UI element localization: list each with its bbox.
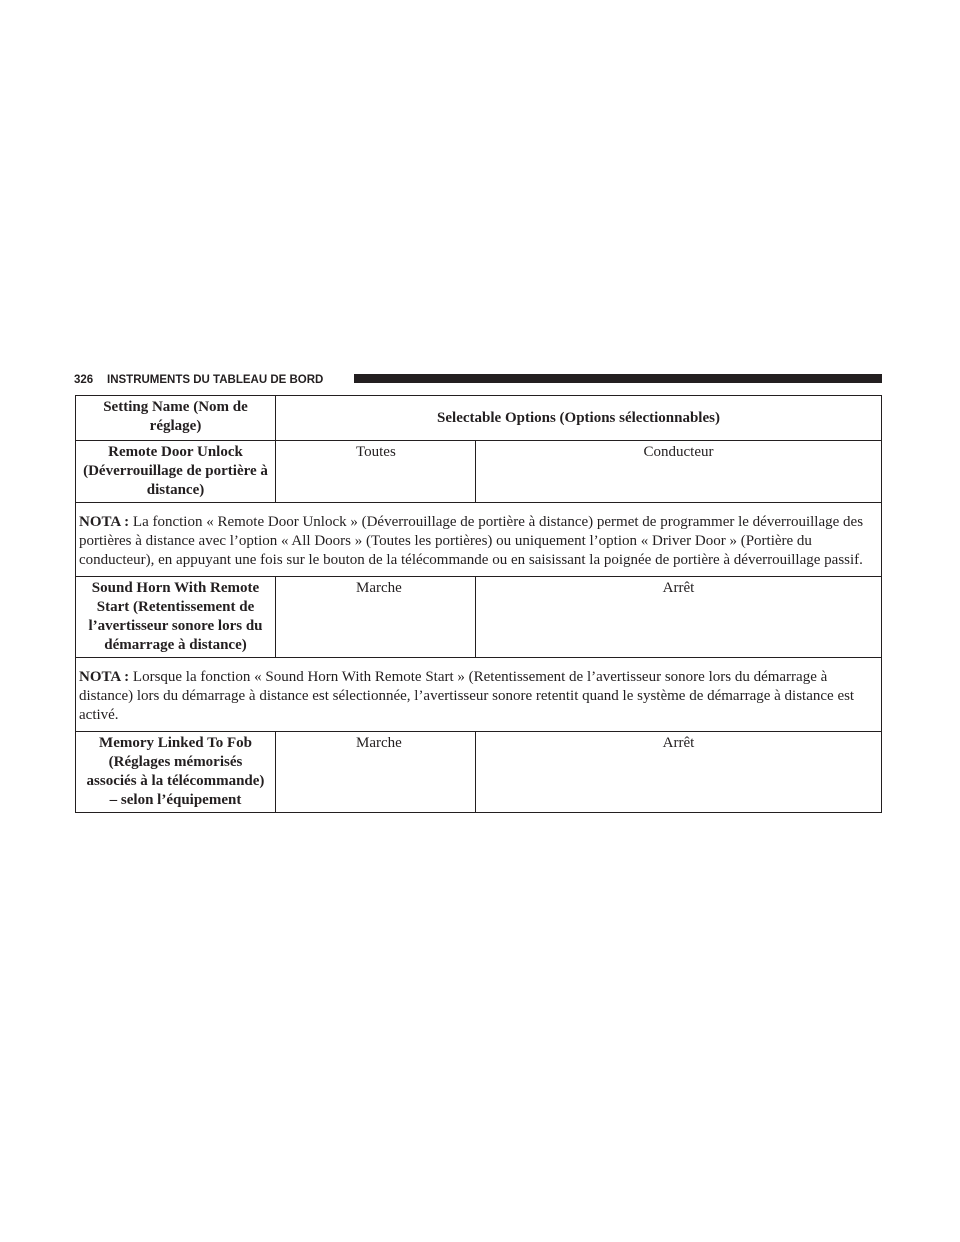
section-title: INSTRUMENTS DU TABLEAU DE BORD [107,374,324,386]
selectable-options-header: Selectable Options (Options sélectionnables) [276,396,882,441]
setting-name-cell: Memory Linked To Fob (Réglages mémorisés associés à la télécommande) – selon l’équipement [76,732,276,813]
option-cell: Arrêt [476,732,882,813]
option-cell: Marche [276,577,476,658]
note-label: NOTA : [79,514,130,530]
option-cell: Conducteur [476,441,882,503]
note-row [76,658,882,732]
note-cell [76,658,882,732]
page-number: 326 [74,374,94,386]
page-header [74,372,882,388]
note-text: Lorsque la fonction « Sound Horn With Remote Start » (Retentissement de l’avertisseur sonore lors du démarrage à distance) lors du démarrage à distance est sélectionnée, l’avertisseur sonore retentit quand le système de démarrage à distance est activé. [79,669,855,723]
option-cell: Marche [276,732,476,813]
option-cell: Arrêt [476,577,882,658]
settings-table [75,395,882,813]
note-label: NOTA : [79,669,130,685]
setting-name-header: Setting Name (Nom de réglage) [76,396,276,441]
table-row [76,732,882,813]
table-header-row [76,396,882,441]
setting-name-cell: Remote Door Unlock (Déverrouillage de portière à distance) [76,441,276,503]
note-text: La fonction « Remote Door Unlock » (Déverrouillage de portière à distance) permet de programmer le déverrouillage des portières à distance avec l’option « All Doors » (Toutes les portières) ou uniquement l’option « Driver Door » (Portière du conducteur), en appuyant une fois sur le bouton de la télécommande ou en saisissant la poignée de portière à déverrouillage passif. [79,514,864,568]
note-row [76,503,882,577]
setting-name-cell: Sound Horn With Remote Start (Retentissement de l’avertisseur sonore lors du démarrage à distance) [76,577,276,658]
option-cell: Toutes [276,441,476,503]
table-row [76,577,882,658]
table-row [76,441,882,503]
header-rule [354,374,882,383]
note-cell [76,503,882,577]
